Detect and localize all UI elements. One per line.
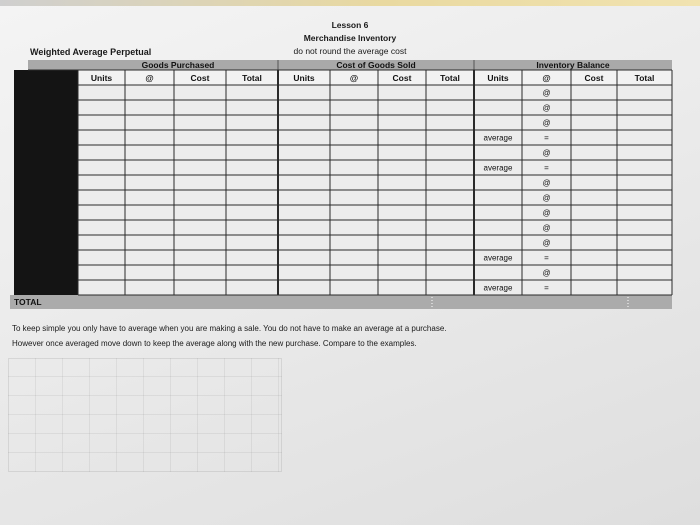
note-line-2: However once averaged move down to keep the average along with the new purchase. Compare to the examples. bbox=[12, 339, 417, 348]
balance-symbol: @ bbox=[542, 118, 551, 128]
column-header-11: Total bbox=[634, 73, 655, 83]
balance-symbol: @ bbox=[542, 103, 551, 113]
date-column-block bbox=[14, 70, 78, 295]
column-header-1: @ bbox=[145, 73, 154, 83]
worksheet-title: Merchandise Inventory bbox=[303, 33, 397, 43]
balance-symbol: = bbox=[544, 163, 549, 173]
group-label-purchased: Goods Purchased bbox=[141, 60, 215, 70]
column-header-5: @ bbox=[349, 73, 359, 83]
balance-symbol: @ bbox=[542, 193, 551, 203]
balance-symbol: @ bbox=[542, 223, 551, 233]
balance-units-label: average bbox=[483, 283, 513, 293]
balance-symbol: = bbox=[544, 253, 549, 263]
column-header-8: Units bbox=[487, 73, 509, 83]
column-header-4: Units bbox=[293, 73, 315, 83]
faded-example-table bbox=[8, 358, 282, 472]
total-row bbox=[10, 295, 672, 309]
column-header-7: Total bbox=[440, 73, 460, 83]
balance-symbol: @ bbox=[542, 178, 551, 188]
lesson-label: Lesson 6 bbox=[331, 20, 369, 30]
balance-units-label: average bbox=[483, 253, 513, 263]
column-header-0: Units bbox=[90, 73, 113, 83]
balance-symbol: @ bbox=[542, 238, 551, 248]
column-header-9: @ bbox=[542, 73, 551, 83]
balance-symbol: = bbox=[544, 133, 549, 143]
balance-symbol: @ bbox=[542, 208, 551, 218]
balance-symbol: @ bbox=[542, 148, 551, 158]
balance-units-label: average bbox=[483, 163, 513, 173]
rounding-instruction: do not round the average cost bbox=[293, 46, 407, 56]
balance-units-label: average bbox=[483, 133, 513, 143]
column-header-6: Cost bbox=[392, 73, 412, 83]
balance-symbol: @ bbox=[542, 88, 551, 98]
balance-symbol: = bbox=[544, 283, 549, 293]
group-label-balance: Inventory Balance bbox=[536, 60, 610, 70]
total-label: TOTAL bbox=[14, 297, 42, 307]
method-subtitle: Weighted Average Perpetual bbox=[30, 47, 152, 57]
note-line-1: To keep simple you only have to average when you are making a sale. You do not have to make an average at a purchase. bbox=[12, 324, 447, 333]
group-label-sold: Cost of Goods Sold bbox=[336, 60, 416, 70]
column-header-10: Cost bbox=[584, 73, 604, 83]
column-header-3: Total bbox=[242, 73, 262, 83]
balance-symbol: @ bbox=[542, 268, 551, 278]
column-header-2: Cost bbox=[190, 73, 210, 83]
